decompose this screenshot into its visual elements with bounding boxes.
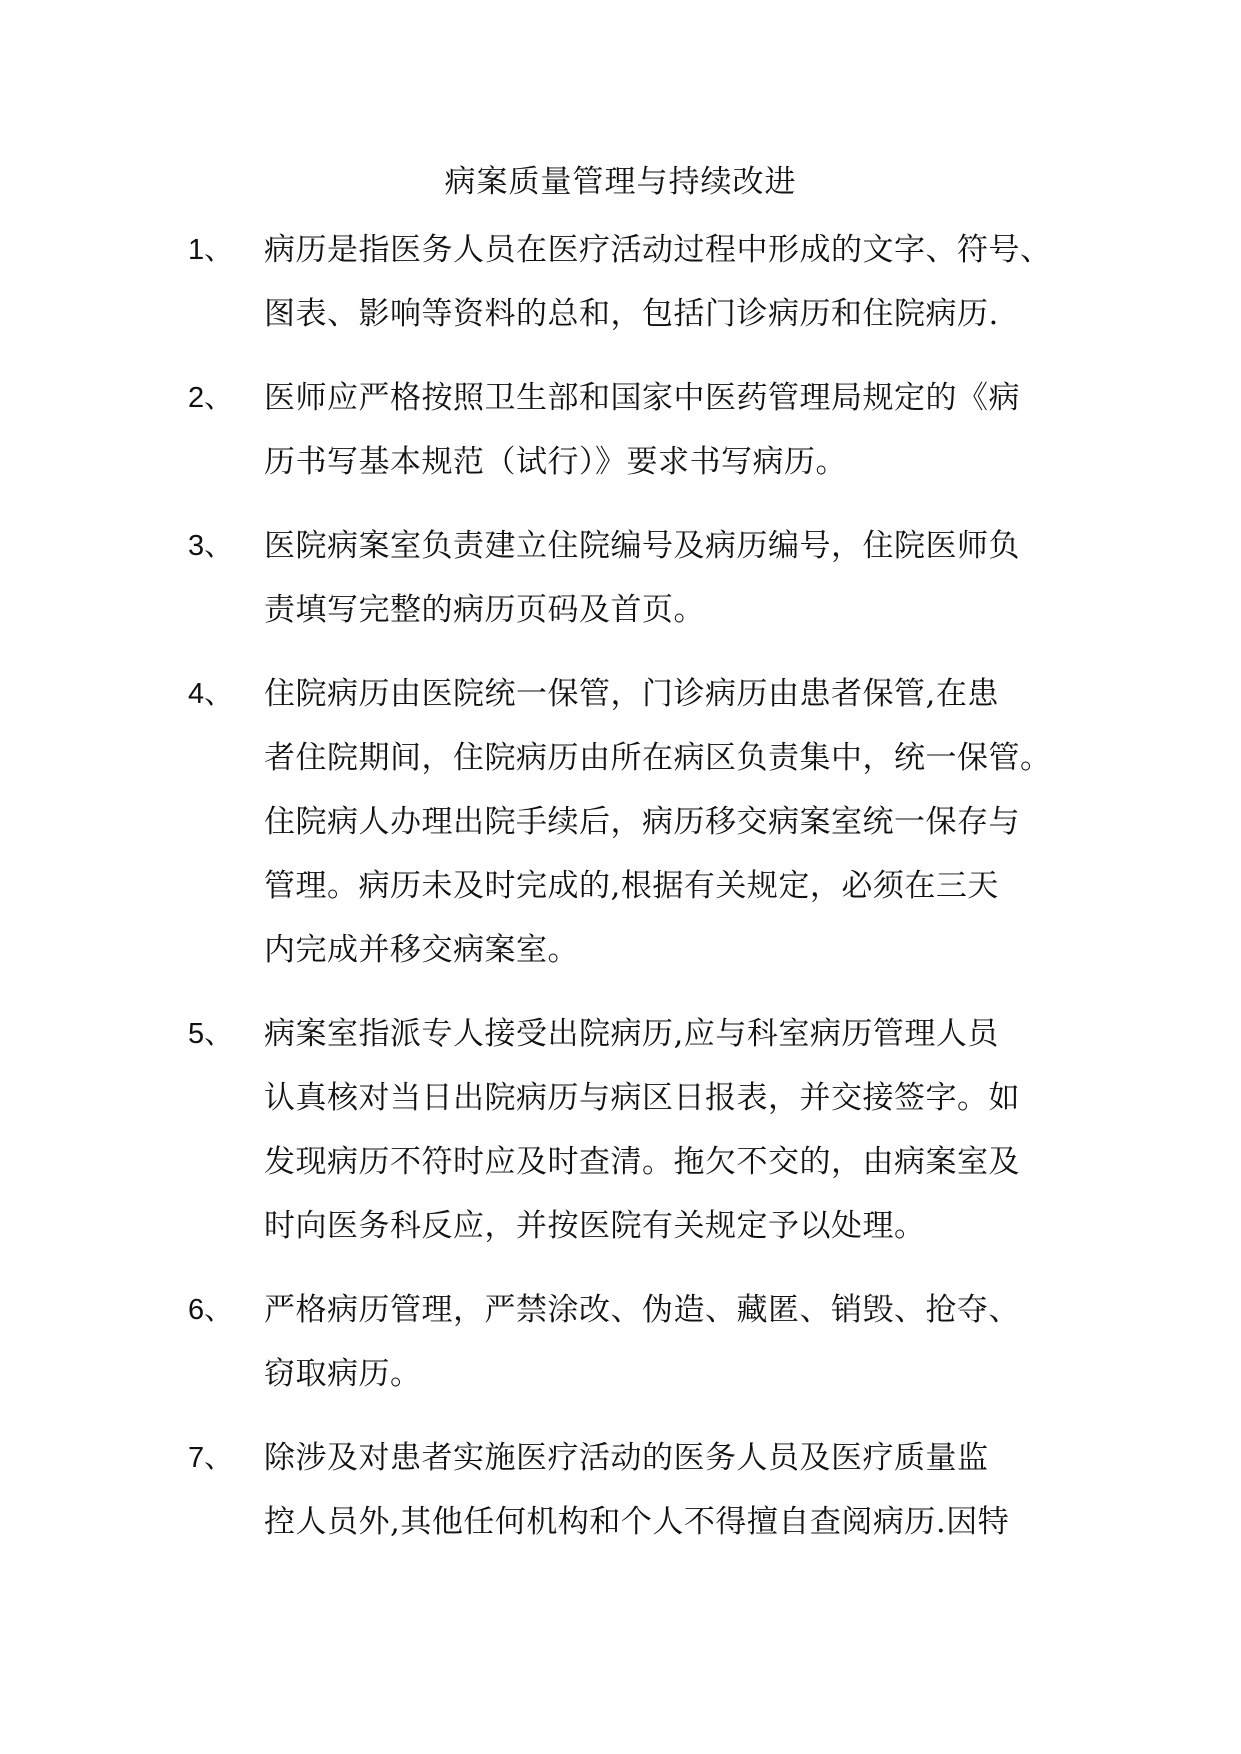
document-title: 病案质量管理与持续改进 <box>444 164 797 200</box>
item-text: 除涉及对患者实施医疗活动的医务人员及医疗质量监 控人员外,其他任何机构和个人不得擅自查阅病历.因特 <box>264 1440 1010 1540</box>
item-number: 1、 <box>188 234 234 266</box>
list-item <box>0 366 1241 494</box>
rules-list <box>0 218 1241 1574</box>
item-text: 住院病历由医院统一保管，门诊病历由患者保管,在患 者住院期间，住院病历由所在病区负责集中，统一保管。 住院病人办理出院手续后，病历移交病案室统一保存与 管理。病历未及时完成的,根据有关规定，必须在三天 内完成并移交病案室。 <box>264 676 1052 968</box>
item-number: 3、 <box>188 530 234 562</box>
item-number: 7、 <box>188 1442 234 1474</box>
item-number: 6、 <box>188 1294 234 1326</box>
item-number: 2、 <box>188 382 234 414</box>
list-item <box>0 514 1241 642</box>
list-item <box>0 218 1241 346</box>
item-text: 医院病案室负责建立住院编号及病历编号，住院医师负 责填写完整的病历页码及首页。 <box>264 528 1020 628</box>
list-item <box>0 1278 1241 1406</box>
item-text: 严格病历管理，严禁涂改、伪造、藏匿、销毁、抢夺、 窃取病历。 <box>264 1292 1020 1392</box>
item-text: 病历是指医务人员在医疗活动过程中形成的文字、符号、 图表、影响等资料的总和，包括门诊病历和住院病历. <box>264 232 1052 332</box>
list-item <box>0 1002 1241 1258</box>
item-text: 病案室指派专人接受出院病历,应与科室病历管理人员 认真核对当日出院病历与病区日报表，并交接签字。如 发现病历不符时应及时查清。拖欠不交的，由病案室及 时向医务科反应，并按医院有关规定予以处理。 <box>264 1016 1020 1244</box>
list-item <box>0 1426 1241 1554</box>
item-text: 医师应严格按照卫生部和国家中医药管理局规定的《病 历书写基本规范（试行）》要求书写病历。 <box>264 380 1020 480</box>
item-number: 5、 <box>188 1018 234 1050</box>
list-item <box>0 662 1241 982</box>
item-number: 4、 <box>188 678 234 710</box>
